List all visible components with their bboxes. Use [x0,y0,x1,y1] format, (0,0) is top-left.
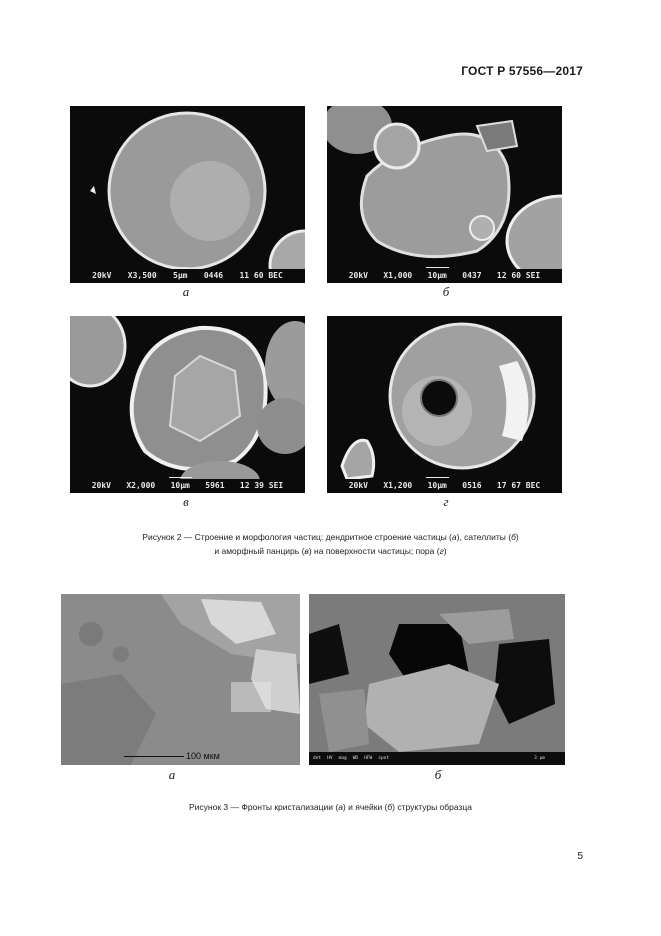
metabar-det: det [313,756,322,761]
databar-id: 0437 [462,271,482,280]
databar-mode: 11 60 BEC [239,271,283,280]
databar-scale: 5µm [173,269,187,283]
document-standard-number: ГОСТ Р 57556—2017 [461,64,583,78]
databar-voltage: 20kV [91,481,111,490]
databar-magnification: X3,500 [127,271,157,280]
sem-particle-dendrite-illustration [70,106,305,283]
sem-databar-b [327,269,562,283]
databar-mode: 12 39 SEI [239,481,284,490]
databar-id: 0516 [462,481,482,490]
micrograph-crystallization-fronts [61,594,300,765]
sem-image-a [70,106,305,283]
figure3-caption: Рисунок 3 — Фронты кристализации (а) и ячейки (б) структуры образца [188,802,472,812]
sublabel-fig3-b: б [434,767,442,782]
sem-image-g [327,316,562,493]
databar-scale: 10µm [428,479,447,493]
sem-pore-illustration [327,316,562,493]
micrograph-metadata-bar [309,752,565,765]
crystallization-fronts-illustration [61,594,300,765]
sublabel-b: б [442,284,450,299]
databar-id: 5961 [205,481,225,490]
databar-voltage: 20kV [92,271,112,280]
databar-mode: 17 67 BEC [496,481,541,490]
databar-scale: 10µm [428,269,447,283]
databar-id: 0446 [203,271,224,280]
micrograph-scale-label: 100 мкм [186,751,220,761]
databar-scale: 10µm [171,479,190,493]
databar-magnification: X1,000 [383,271,413,280]
metabar-wd: WD [352,756,359,761]
micrograph-cells [309,594,565,765]
sem-amorphous-shell-illustration [70,316,305,493]
databar-voltage: 20kV [348,481,368,490]
databar-magnification: X2,000 [126,481,156,490]
cells-illustration [309,594,565,765]
sem-databar-v [70,479,305,493]
metabar-spot: spot [378,756,390,761]
databar-magnification: X1,200 [383,481,413,490]
figure2-caption-line1: Рисунок 2 — Строение и морфология частиц: дендритное строение частицы (а), сателлиты (б) [142,532,519,542]
sublabel-a: а [182,284,190,299]
metabar-hv: HV [327,756,333,761]
sem-satellites-illustration [327,106,562,283]
sublabel-v: в [183,494,189,509]
sem-databar-g [327,479,562,493]
page-number: 5 [577,851,583,862]
databar-voltage: 20kV [348,271,368,280]
figure2-caption [0,530,661,558]
metabar-mag: mag [338,756,347,761]
metabar-scale: 3 µm [534,756,545,761]
metabar-hfw: HFW [364,756,373,761]
sem-databar-a [70,269,305,283]
sublabel-g: г [443,494,449,509]
sem-image-v [70,316,305,493]
sem-image-b [327,106,562,283]
figure2-caption-line2: и аморфный панцирь (в) на поверхности частицы; пора (г) [214,546,447,556]
sublabel-fig3-a: а [168,767,176,782]
databar-mode: 12 60 SEI [496,271,541,280]
